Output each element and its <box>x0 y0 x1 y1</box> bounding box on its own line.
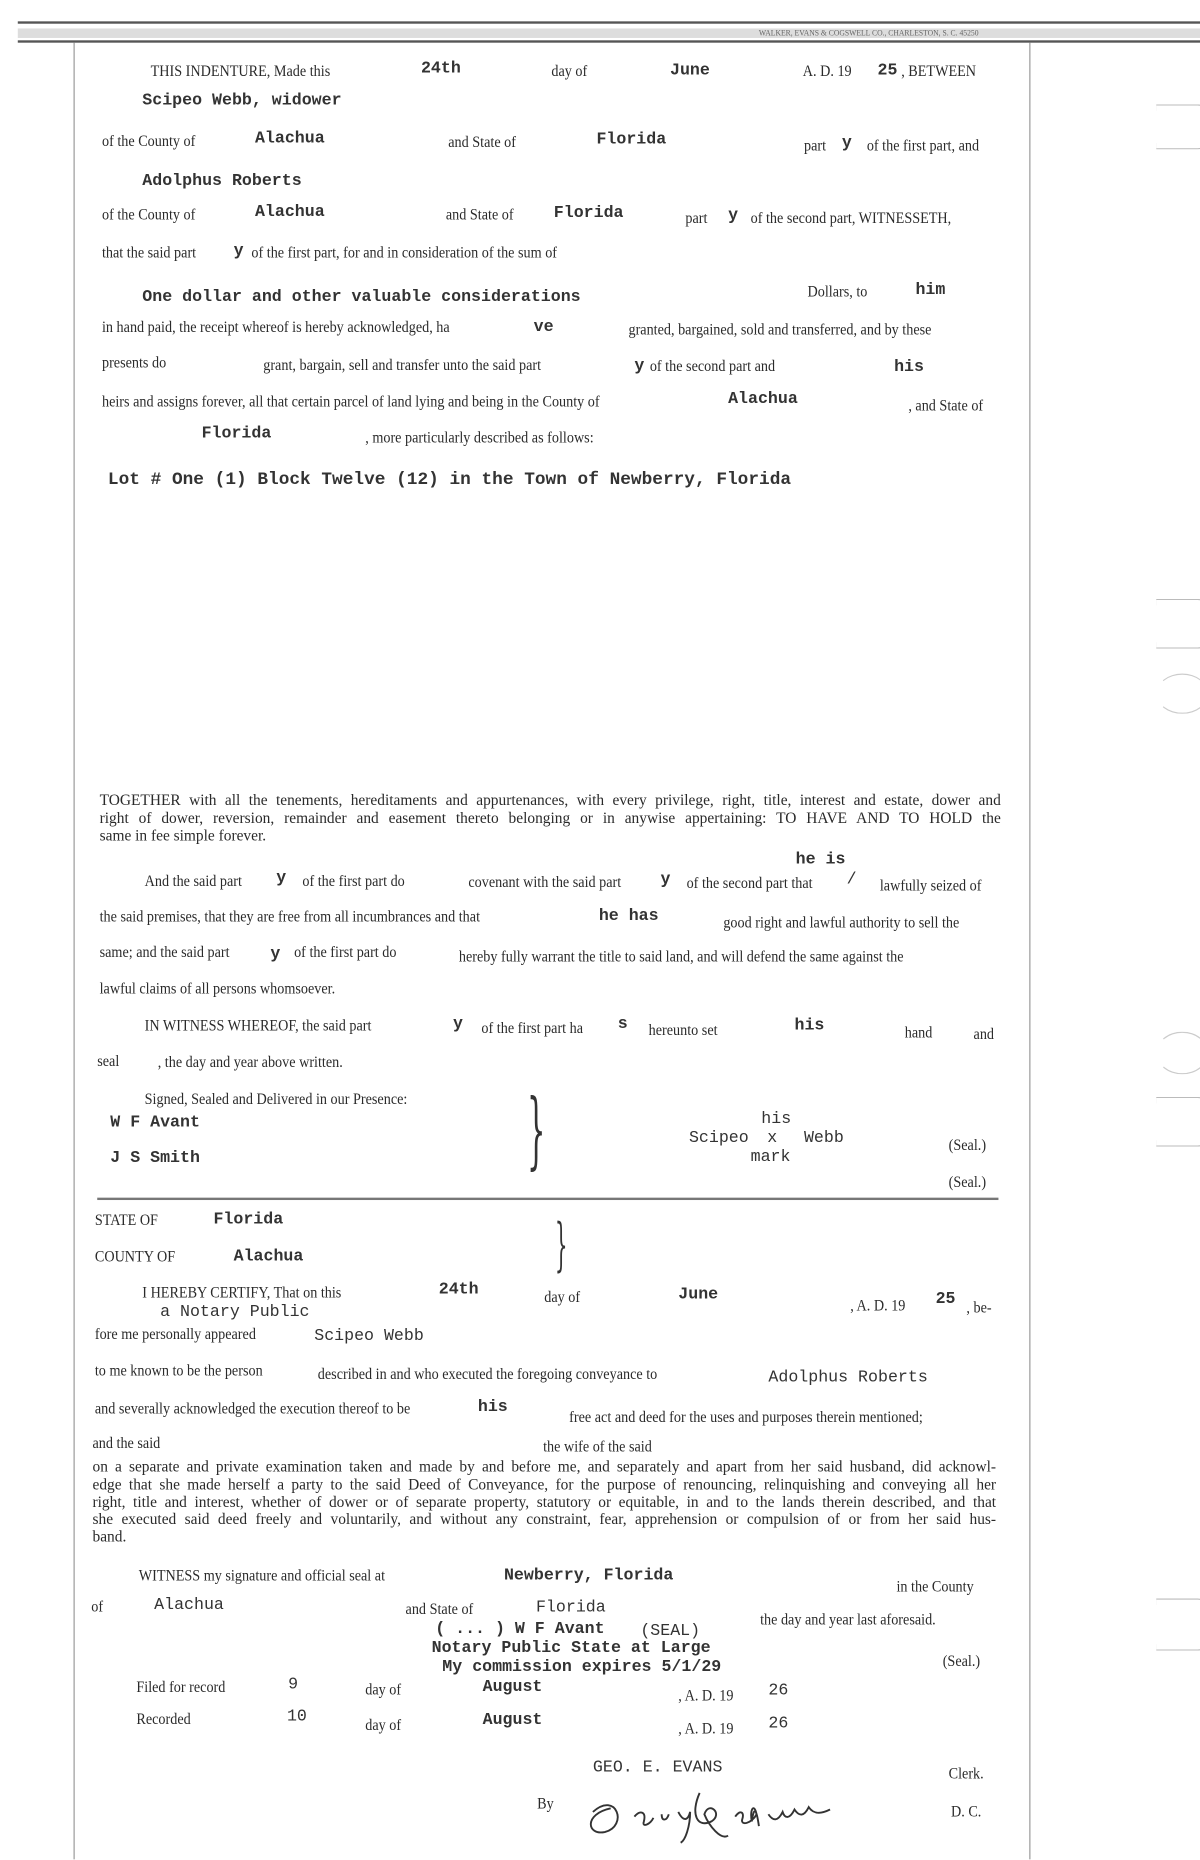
clause-line: she executed said deed freely and voluntarily, and without any constraint, fear, apprehension or compulsion of or from her said hus- <box>92 1509 997 1528</box>
wife-examination-clause <box>92 1459 996 1547</box>
fill: s <box>617 1015 628 1035</box>
label: , more particularly described as follows: <box>365 428 594 446</box>
label: the wife of the said <box>543 1437 652 1455</box>
fill: he has <box>598 907 659 927</box>
label: WITNESS my signature and official seal at <box>138 1566 386 1585</box>
seal-state: Florida <box>535 1598 606 1618</box>
top-rule <box>18 21 1200 23</box>
deputy-clerk-signature <box>569 1779 865 1844</box>
mark-x: x <box>767 1128 778 1148</box>
recorded-month: August <box>482 1711 543 1731</box>
label: hand <box>904 1023 933 1042</box>
seal-label: (Seal.) <box>948 1135 987 1154</box>
label: , and State of <box>908 396 984 414</box>
label: presents do <box>101 353 167 372</box>
consideration: One dollar and other valuable considerations <box>142 288 581 308</box>
seal-label: (Seal.) <box>942 1651 981 1670</box>
label: hereunto set <box>648 1020 718 1039</box>
label: described in and who executed the foregoing conveyance to <box>317 1364 658 1383</box>
fill: y <box>660 870 671 890</box>
mark-his: his <box>761 1109 792 1129</box>
label: day of <box>365 1680 402 1699</box>
label: part <box>685 208 708 227</box>
label: IN WITNESS WHEREOF, the said part <box>144 1016 372 1035</box>
brace: } <box>554 1211 568 1279</box>
filed-month: August <box>482 1677 543 1697</box>
clause-line: same in fee simple forever. <box>99 826 267 844</box>
deed-month: June <box>669 61 710 81</box>
label: that the said part <box>101 243 197 261</box>
fill: him <box>915 281 946 301</box>
clause-line: on a separate and private examination taken and made by and before me, and separately and apart from her said husband, did acknowl- <box>92 1457 997 1476</box>
witness-name: J S Smith <box>110 1149 200 1169</box>
right-border <box>1029 43 1030 1860</box>
label: of the first part do <box>294 942 397 961</box>
header-band <box>18 28 1200 37</box>
grantee-name: Adolphus Roberts <box>142 171 302 191</box>
fill: / <box>846 870 857 890</box>
clause-line: edge that she made herself a party to the said Deed of Conveyance, for the purpose of renouncing, relinquishing and conveying all her <box>92 1474 997 1493</box>
left-border <box>74 43 75 1860</box>
conveyee-name: Adolphus Roberts <box>768 1368 928 1388</box>
notary-name: ( ... ) W F Avant <box>435 1619 605 1639</box>
label: of the first part ha <box>481 1018 584 1037</box>
label: of the second part, WITNESSETH, <box>750 208 952 227</box>
grantor-state: Florida <box>596 130 667 150</box>
label: the day and year last aforesaid. <box>760 1610 936 1629</box>
binder-hole <box>1156 1032 1200 1075</box>
witness-name: W F Avant <box>110 1113 200 1133</box>
fill: y <box>270 945 281 965</box>
fill: y <box>233 241 244 261</box>
label: of the County of <box>101 131 196 150</box>
seal-label: (Seal.) <box>948 1172 987 1191</box>
label: of the County of <box>101 205 196 223</box>
binder-hole <box>1156 1598 1200 1650</box>
label: lawfully seized of <box>879 876 982 895</box>
fill: y <box>841 133 852 153</box>
label: , the day and year above written. <box>157 1052 343 1071</box>
clause-line: right of dower, reversion, remainder and easement thereto belonging or in anywise appertaining: TO HAVE AND TO HOLD the <box>99 808 1001 827</box>
label: of the first part do <box>302 871 405 890</box>
label: covenant with the said part <box>468 872 622 891</box>
label: I HEREBY CERTIFY, That on this <box>142 1283 342 1301</box>
seal-county: Alachua <box>154 1596 224 1616</box>
label: Dollars, to <box>807 282 868 301</box>
label: Clerk. <box>948 1764 984 1783</box>
label: A. D. 19 <box>802 61 852 80</box>
notary-seal: (SEAL) <box>640 1622 701 1642</box>
deed-year: 25 <box>877 61 898 81</box>
label: good right and lawful authority to sell the <box>723 913 960 931</box>
label: , A. D. 19 <box>850 1296 906 1314</box>
label: fore me personally appeared <box>94 1324 256 1343</box>
label: granted, bargained, sold and transferred, and by these <box>628 320 932 338</box>
binder-hole <box>1156 674 1200 714</box>
label: Filed for record <box>136 1677 226 1696</box>
grantor-name: Scipeo Webb, widower <box>142 91 342 111</box>
clause-line: right, title and interest, whether of dower or of separate property, statutory or equitable, in and to the lands therein described, and that <box>92 1492 997 1511</box>
indenture-label: THIS INDENTURE, Made this <box>150 61 331 80</box>
label: and the said <box>92 1433 161 1452</box>
label: the said premises, that they are free from all incumbrances and that <box>99 907 481 925</box>
appearer-name: Scipeo Webb <box>314 1326 424 1346</box>
clerk-name: GEO. E. EVANS <box>592 1758 723 1778</box>
label: grant, bargain, sell and transfer unto the said part <box>263 355 542 374</box>
ack-day: 24th <box>438 1280 479 1300</box>
fill: his <box>794 1016 825 1036</box>
label: Recorded <box>136 1709 191 1728</box>
ack-county: Alachua <box>233 1247 304 1267</box>
binder-hole <box>1156 104 1200 149</box>
label: day of <box>551 61 588 80</box>
label: free act and deed for the uses and purposes therein mentioned; <box>569 1407 923 1426</box>
label: hereby fully warrant the title to said land, and will defend the same against the <box>458 947 904 966</box>
fill: y <box>728 206 739 226</box>
label: lawful claims of all persons whomsoever. <box>99 979 336 998</box>
clause-line: TOGETHER with all the tenements, hereditaments and appurtenances, with every privilege, right, title, interest and estate, dower and <box>99 790 1001 809</box>
land-description: Lot # One (1) Block Twelve (12) in the Town of Newberry, Florida <box>107 469 792 490</box>
label: heirs and assigns forever, all that certain parcel of land lying and being in the County of <box>101 392 600 411</box>
label: By <box>537 1794 554 1812</box>
label: and State of <box>445 205 514 223</box>
recorded-day: 10 <box>286 1707 307 1727</box>
land-county: Alachua <box>728 390 798 410</box>
filed-year: 26 <box>768 1681 789 1701</box>
fill: he is <box>795 850 846 870</box>
mark-label: mark <box>750 1147 791 1167</box>
label: seal <box>97 1051 120 1070</box>
label: Signed, Sealed and Delivered in our Presence: <box>144 1089 408 1108</box>
label: , BETWEEN <box>901 61 977 80</box>
together-clause <box>100 792 1001 845</box>
printer-imprint: WALKER, EVANS & COGSWELL CO., CHARLESTON, S. C. 45250 <box>758 28 979 38</box>
binder-hole <box>1156 599 1200 649</box>
label: STATE OF <box>94 1210 158 1229</box>
grantee-state: Florida <box>553 203 624 223</box>
label: of the second part and <box>649 356 776 375</box>
label: day of <box>365 1715 402 1734</box>
label: and State of <box>405 1599 474 1618</box>
binder-hole <box>1156 1097 1200 1147</box>
brace: } <box>527 1081 546 1179</box>
grantor-signature-first: Scipeo <box>688 1128 749 1148</box>
filed-day: 9 <box>288 1675 299 1695</box>
label: day of <box>544 1287 581 1306</box>
fill: y <box>634 356 645 376</box>
label: D. C. <box>951 1802 982 1821</box>
seal-place: Newberry, Florida <box>503 1566 674 1586</box>
grantee-county: Alachua <box>254 202 325 222</box>
recorded-year: 26 <box>768 1714 789 1734</box>
label: to me known to be the person <box>94 1361 263 1380</box>
fill: ve <box>533 317 554 337</box>
fill: his <box>894 358 924 378</box>
ack-month: June <box>678 1285 719 1305</box>
label: And the said part <box>144 871 242 890</box>
deed-day: 24th <box>420 59 461 79</box>
clause-line: band. <box>92 1527 127 1546</box>
grantor-county: Alachua <box>254 129 325 149</box>
grantor-signature-last: Webb <box>803 1128 844 1148</box>
label: , A. D. 19 <box>678 1686 734 1704</box>
ack-year: 25 <box>935 1290 956 1310</box>
fill: y <box>452 1015 463 1035</box>
label: in hand paid, the receipt whereof is hereby acknowledged, ha <box>101 317 450 336</box>
label: of the second part that <box>686 873 813 892</box>
label: part <box>803 136 827 155</box>
header-rule <box>18 40 1200 42</box>
label: same; and the said part <box>99 942 230 961</box>
ack-state: Florida <box>213 1210 284 1230</box>
label: of <box>91 1597 104 1616</box>
label: of the first part, and <box>866 136 980 155</box>
label: , A. D. 19 <box>678 1719 734 1738</box>
fill: y <box>276 869 287 889</box>
notary-title: Notary Public State at Large <box>431 1638 711 1658</box>
label: COUNTY OF <box>94 1247 176 1266</box>
label: and <box>973 1024 995 1043</box>
notary-commission: My commission expires 5/1/29 <box>442 1657 722 1677</box>
label: , be- <box>966 1298 992 1317</box>
fill: his <box>477 1398 508 1418</box>
land-state: Florida <box>201 424 272 444</box>
label: of the first part, for and in consideration of the sum of <box>251 243 558 261</box>
label: and severally acknowledged the execution thereof to be <box>94 1399 411 1418</box>
label: and State of <box>448 132 516 151</box>
section-divider <box>97 1198 998 1200</box>
officer-title: a Notary Public <box>160 1303 310 1323</box>
label: in the County <box>896 1577 974 1595</box>
